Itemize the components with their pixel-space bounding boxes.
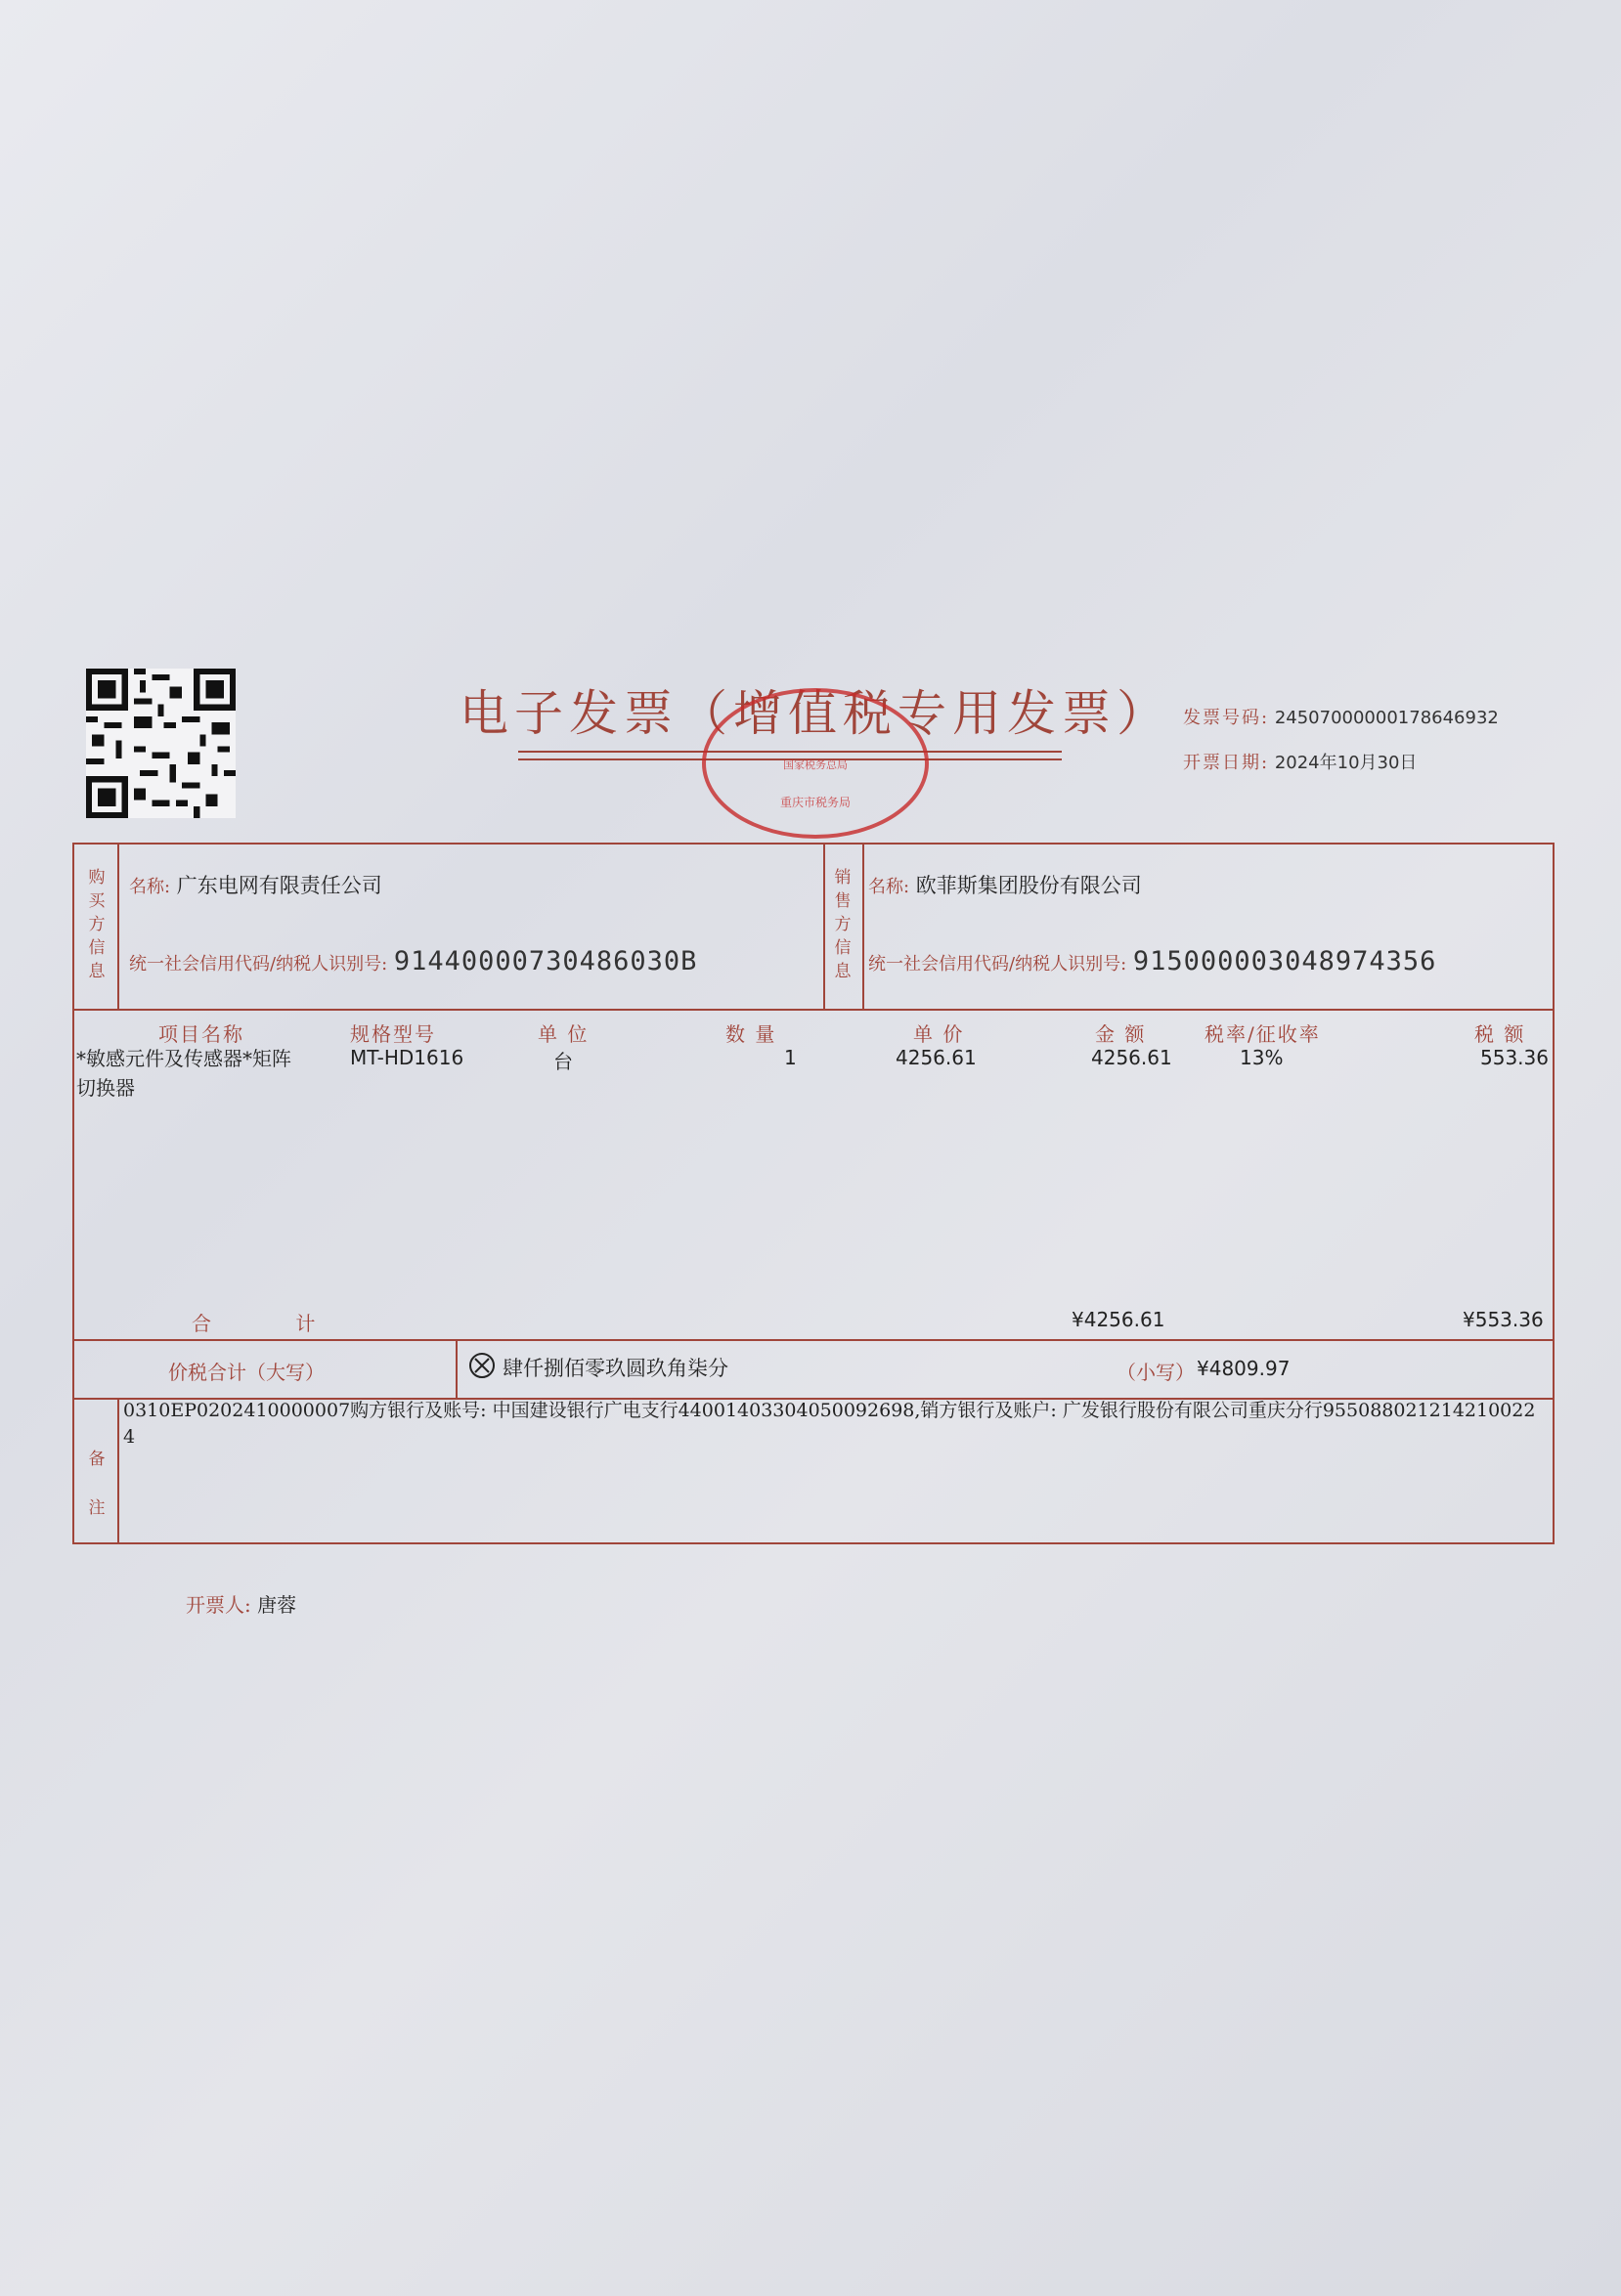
seller-taxid-row bbox=[868, 946, 1436, 976]
seal-text-top: 国家税务总局 bbox=[783, 758, 848, 771]
col-header-amount: 金 额 bbox=[1095, 1022, 1147, 1046]
col-header-spec: 规格型号 bbox=[350, 1022, 436, 1046]
seller-name: 欧菲斯集团股份有限公司 bbox=[915, 874, 1142, 897]
issuer-name: 唐蓉 bbox=[257, 1593, 297, 1617]
item-price: 4256.61 bbox=[896, 1046, 977, 1069]
seal-text-bottom: 重庆市税务局 bbox=[779, 796, 851, 809]
buyer-name-row bbox=[129, 870, 382, 899]
grand-total-label: 价税合计（大写） bbox=[168, 1361, 325, 1384]
qr-code bbox=[86, 669, 236, 818]
col-header-name: 项目名称 bbox=[158, 1022, 244, 1046]
invoice-number-row bbox=[1183, 704, 1499, 729]
total-amount: ¥4256.61 bbox=[1072, 1308, 1165, 1331]
remarks-text: 0310EP0202410000007购方银行及账号: 中国建设银行广电支行44001403304050092698,销方银行及账户: 广发银行股份有限公司重庆分行9550880212142100224 bbox=[123, 1400, 1536, 1448]
seller-name-label: 名称: bbox=[868, 877, 910, 897]
invoice-number: 24507000000178646932 bbox=[1274, 708, 1499, 728]
tax-bureau-seal bbox=[702, 688, 929, 839]
col-header-rate: 税率/征收率 bbox=[1205, 1022, 1321, 1046]
col-header-price: 单 价 bbox=[913, 1022, 965, 1046]
col-header-qty: 数 量 bbox=[725, 1022, 777, 1046]
item-spec: MT-HD1616 bbox=[350, 1046, 464, 1069]
item-rate: 13% bbox=[1240, 1046, 1284, 1069]
total-label: 合 计 bbox=[192, 1312, 355, 1335]
seller-taxid-label: 统一社会信用代码/纳税人识别号: bbox=[868, 954, 1127, 975]
item-tax: 553.36 bbox=[1480, 1046, 1549, 1069]
total-tax: ¥553.36 bbox=[1463, 1308, 1544, 1331]
item-qty: 1 bbox=[784, 1046, 797, 1069]
issuer-row bbox=[186, 1589, 296, 1618]
invoice-table bbox=[72, 843, 1555, 1544]
issue-date-label: 开票日期: bbox=[1183, 753, 1270, 773]
issue-date: 2024年10月30日 bbox=[1274, 753, 1418, 773]
remarks-label: 备注 bbox=[88, 1450, 106, 1518]
seller-name-row bbox=[868, 870, 1142, 899]
item-amount: 4256.61 bbox=[1091, 1046, 1172, 1069]
item-name: *敏感元件及传感器*矩阵切换器 bbox=[76, 1047, 291, 1100]
invoice-title: 电子发票（增值税专用发票） bbox=[460, 685, 1171, 742]
grand-total-small-label: （小写） bbox=[1117, 1361, 1195, 1384]
buyer-name-label: 名称: bbox=[129, 877, 171, 897]
col-header-unit: 单 位 bbox=[538, 1022, 590, 1046]
buyer-name: 广东电网有限责任公司 bbox=[176, 874, 382, 897]
buyer-taxid: 91440000730486030B bbox=[393, 946, 698, 976]
issuer-label: 开票人: bbox=[186, 1593, 251, 1617]
invoice-number-label: 发票号码: bbox=[1183, 708, 1270, 728]
col-header-tax: 税 额 bbox=[1474, 1022, 1526, 1046]
item-unit: 台 bbox=[553, 1050, 573, 1073]
grand-total-words: 肆仟捌佰零玖圆玖角柒分 bbox=[503, 1357, 728, 1380]
grand-total-small: ¥4809.97 bbox=[1197, 1357, 1291, 1380]
seller-section-label: 销售方信息 bbox=[834, 868, 852, 981]
seller-taxid: 915000003048974356 bbox=[1132, 946, 1437, 976]
cross-circle-icon bbox=[469, 1353, 495, 1378]
buyer-section-label: 购买方信息 bbox=[88, 868, 106, 981]
buyer-taxid-label: 统一社会信用代码/纳税人识别号: bbox=[129, 954, 388, 975]
buyer-taxid-row bbox=[129, 946, 697, 976]
issue-date-row bbox=[1183, 749, 1417, 774]
